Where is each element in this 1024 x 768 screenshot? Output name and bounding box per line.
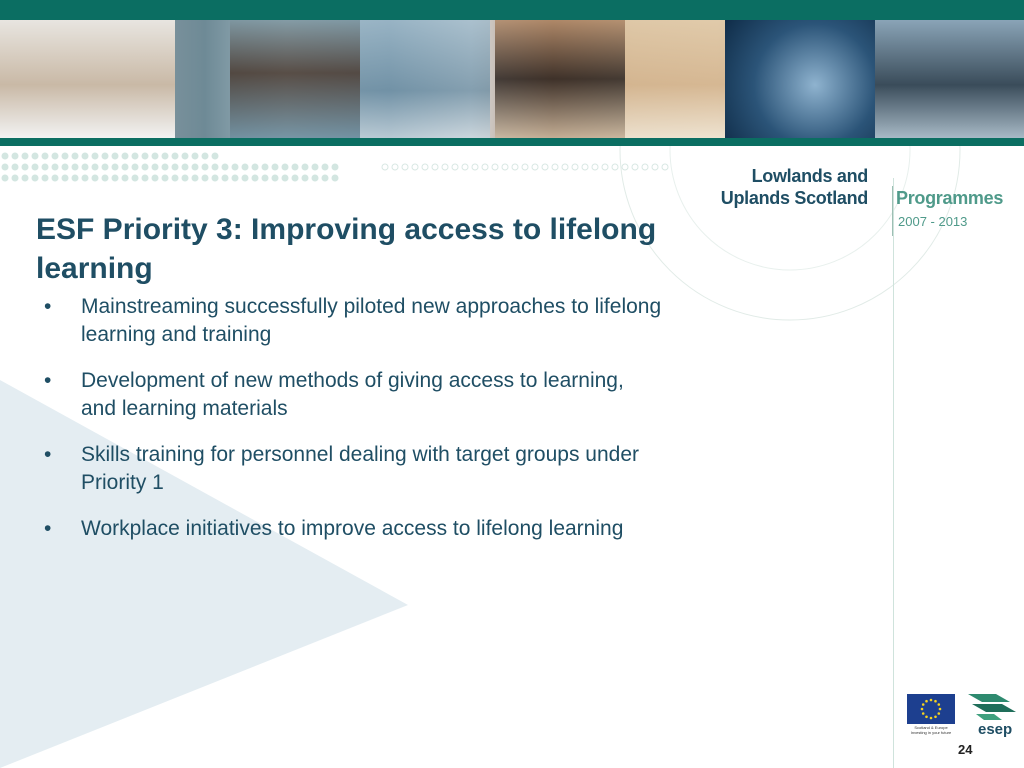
logo-separator (892, 186, 893, 236)
logo-years: 2007 - 2013 (898, 214, 968, 229)
bullet-text: Workplace initiatives to improve access to lifelong learning (81, 517, 624, 540)
dots-row-1 (0, 151, 1024, 161)
bullet-item (44, 367, 664, 423)
page-number: 24 (958, 742, 973, 757)
programme-logo (720, 166, 1004, 236)
eu-flag-logo (907, 694, 955, 736)
photo-man-shirt (230, 20, 360, 138)
bullet-marker: • (44, 295, 52, 318)
photo-map-scotland (360, 20, 490, 138)
photo-smiling-woman (625, 20, 725, 138)
esep-logo (966, 690, 1022, 740)
bullet-marker: • (44, 517, 52, 540)
photo-scientist (0, 20, 175, 138)
bullet-item (44, 441, 664, 497)
header-green-band (0, 138, 1024, 146)
esep-label: esep (978, 721, 1013, 738)
header-photo-collage (0, 20, 1024, 138)
logo-programmes: Programmes (896, 188, 1004, 208)
photo-colleagues (875, 20, 1024, 138)
bullet-item (44, 293, 664, 349)
photo-office-workers (495, 20, 625, 138)
eu-flag (907, 694, 955, 724)
eu-stars-icon (907, 694, 955, 724)
bullet-text: Skills training for personnel dealing with target groups under Priority 1 (81, 443, 639, 494)
header-top-bar (0, 0, 1024, 20)
photo-globe (725, 20, 875, 138)
bullet-list (44, 293, 664, 561)
logo-line-1: Lowlands and (751, 166, 868, 186)
divider-line (893, 178, 894, 768)
esep-chevron-icon (966, 690, 1022, 722)
bullet-item (44, 515, 664, 543)
bullet-text: Development of new methods of giving access to learning, and learning materials (81, 369, 624, 420)
eu-logo-caption: Scotland & Europe Investing in your future (910, 725, 952, 735)
bullet-marker: • (44, 443, 52, 466)
logo-line-2: Uplands Scotland (720, 188, 868, 208)
bullet-text: Mainstreaming successfully piloted new approaches to lifelong learning and training (81, 295, 662, 346)
bullet-marker: • (44, 369, 52, 392)
slide-title: ESF Priority 3: Improving access to lifelong learning (36, 213, 657, 285)
